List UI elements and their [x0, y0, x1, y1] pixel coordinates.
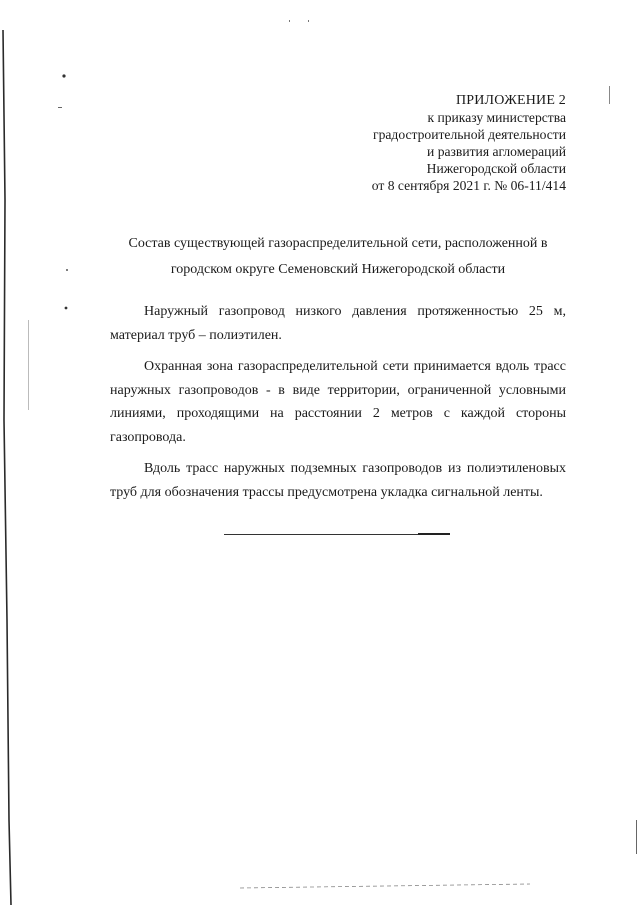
heading-line: городском округе Семеновский Нижегородской области [170, 262, 506, 277]
document-body [110, 300, 566, 512]
appendix-line: Нижегородской области [426, 161, 566, 176]
appendix-line: градостроительной деятельности [373, 127, 566, 142]
appendix-line: и развития агломераций [427, 144, 566, 159]
paragraph-protection-zone: Охранная зона газораспределительной сети принимается вдоль трасс наружных газопроводов - в виде территории, ограниченной условными линиями, проходящими на расстоянии 2 метров с каждой стороны газопровода. [110, 359, 566, 445]
end-divider-accent [418, 533, 450, 535]
document-heading [110, 231, 566, 283]
paragraph-pipeline: Наружный газопровод низкого давления протяженностью 25 м, материал труб – полиэтилен. [110, 304, 566, 343]
appendix-block [266, 92, 566, 194]
end-divider [224, 534, 450, 535]
appendix-line: к приказу министерства [427, 110, 566, 125]
appendix-title: ПРИЛОЖЕНИЕ 2 [455, 93, 566, 108]
appendix-date-number: от 8 сентября 2021 г. № 06-11/414 [371, 178, 566, 193]
paragraph-signal-tape: Вдоль трасс наружных подземных газопроводов из полиэтиленовых труб для обозначения трассы предусмотрена укладка сигнальной ленты. [110, 461, 566, 500]
heading-line: Состав существующей газораспределительной сети, расположенной в [128, 236, 548, 251]
